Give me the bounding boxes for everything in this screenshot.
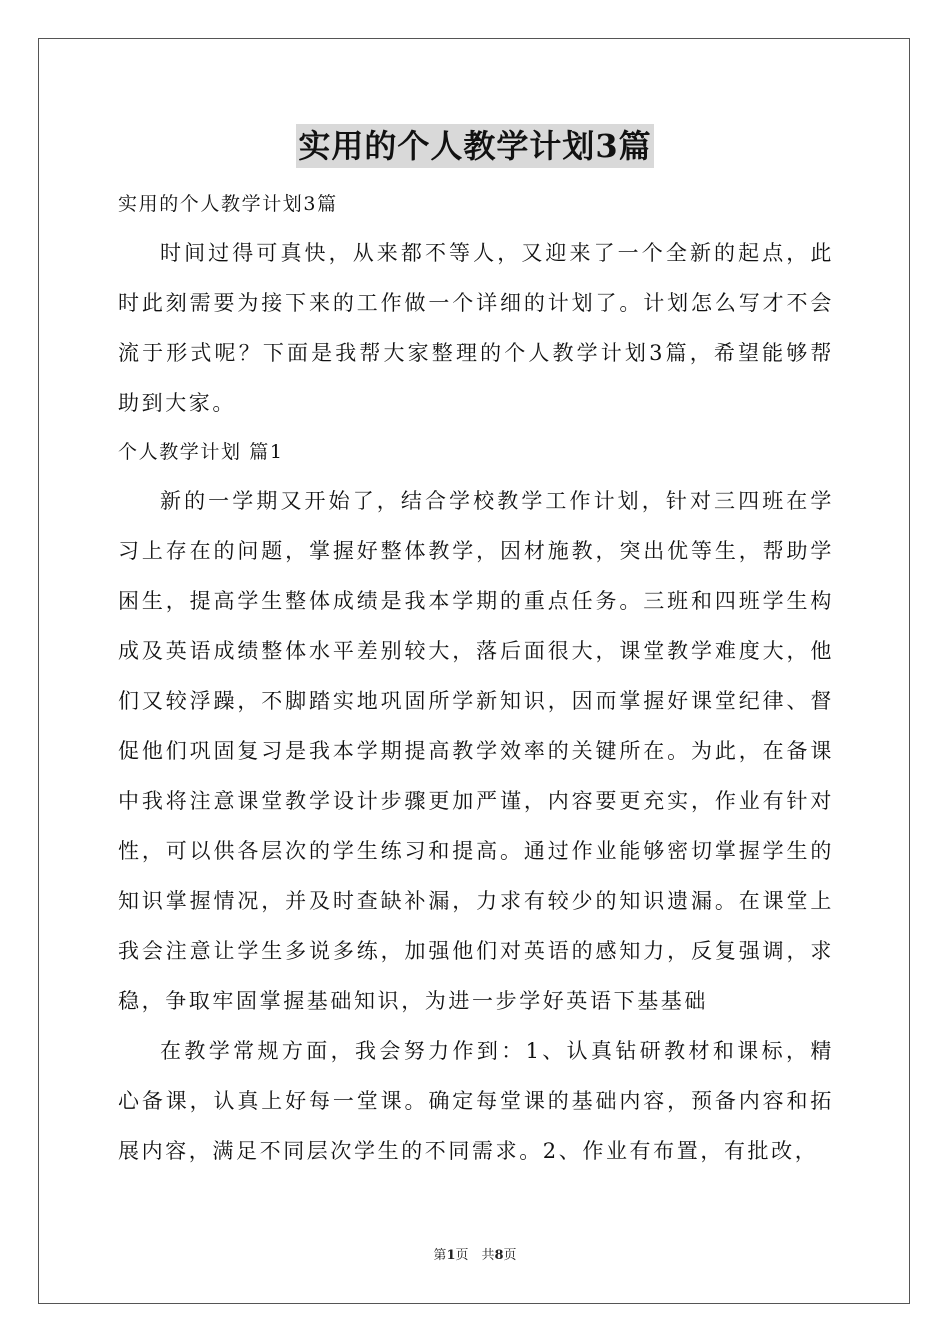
document-title: 实用的个人教学计划3篇	[296, 124, 653, 168]
current-page-number: 1	[446, 1248, 456, 1263]
document-body	[118, 180, 834, 1176]
footer-text: 页 共	[455, 1248, 495, 1263]
total-page-number: 8	[494, 1248, 504, 1263]
body-paragraph: 在教学常规方面，我会努力作到：1、认真钻研教材和课标，精心备课，认真上好每一堂课。确定每堂课的基础内容，预备内容和拓展内容，满足不同层次学生的不同需求。2、作业有布置，有批改，	[118, 1039, 834, 1163]
intro-paragraph: 时间过得可真快，从来都不等人，又迎来了一个全新的起点，此时此刻需要为接下来的工作做一个详细的计划了。计划怎么写才不会流于形式呢？下面是我帮大家整理的个人教学计划3篇，希望能够帮助到大家。	[118, 241, 834, 415]
title-container	[0, 124, 950, 168]
footer-text: 页	[503, 1248, 517, 1263]
document-subtitle: 实用的个人教学计划3篇	[118, 193, 338, 215]
page-footer	[0, 1247, 950, 1265]
footer-text: 第	[433, 1248, 447, 1263]
body-paragraph: 新的一学期又开始了，结合学校教学工作计划，针对三四班在学习上存在的问题，掌握好整体教学，因材施教，突出优等生，帮助学困生，提高学生整体成绩是我本学期的重点任务。三班和四班学生构成及英语成绩整体水平差别较大，落后面很大，课堂教学难度大，他们又较浮躁，不脚踏实地巩固所学新知识，因而掌握好课堂纪律、督促他们巩固复习是我本学期提高教学效率的关键所在。为此，在备课中我将注意课堂教学设计步骤更加严谨，内容要更充实，作业有针对性，可以供各层次的学生练习和提高。通过作业能够密切掌握学生的知识掌握情况，并及时查缺补漏，力求有较少的知识遗漏。在课堂上我会注意让学生多说多练，加强他们对英语的感知力，反复强调，求稳，争取牢固掌握基础知识，为进一步学好英语下基基础	[118, 489, 834, 1013]
section-heading: 个人教学计划 篇1	[118, 441, 284, 463]
